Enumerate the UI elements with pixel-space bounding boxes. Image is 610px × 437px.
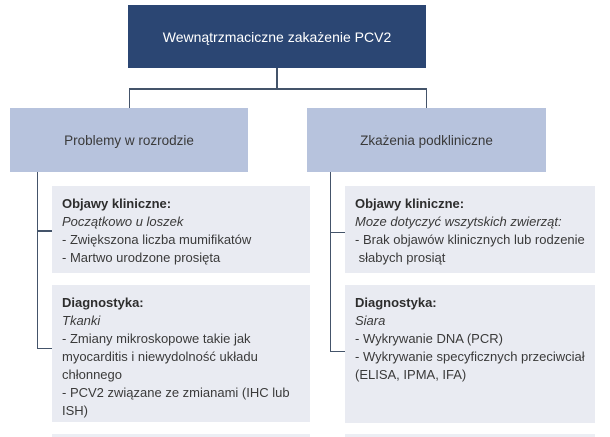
detail-line: chłonnego (62, 367, 122, 382)
detail-line: ISH) (62, 403, 88, 418)
connector-branch-right-drop (426, 88, 428, 108)
connector-right-stub-2 (330, 351, 345, 353)
detail-heading: Diagnostyka: (62, 295, 144, 310)
detail-heading: Objawy kliniczne: (62, 196, 172, 211)
connector-left-stub-2 (37, 348, 52, 350)
detail-line: - PCV2 związane ze zmianami (IHC lub (62, 385, 290, 400)
detail-subtitle: Moze dotyczyć wszytskich zwierząt: (355, 214, 562, 229)
connector-left-stub-1 (37, 230, 52, 232)
detail-box-left-diagnostyka (52, 285, 310, 422)
detail-box-right-objawy-kliniczne (345, 186, 595, 273)
detail-line: - Zmiany mikroskopowe takie jak (62, 331, 251, 346)
detail-subtitle: Początkowo u loszek (62, 214, 184, 229)
detail-line: - Martwo urodzone prosięta (62, 250, 221, 265)
connector-left-hang (37, 172, 39, 349)
detail-box-left-objawy-kliniczne (52, 186, 310, 273)
branch-label: Zkażenia podkliniczne (360, 132, 493, 148)
root-node (128, 5, 426, 68)
connector-root-stem (276, 68, 278, 89)
branch-node-zkazenia-podkliniczne (307, 108, 546, 172)
detail-heading: Diagnostyka: (355, 295, 437, 310)
connector-root-crossbar (129, 88, 428, 90)
root-node-label: Wewnątrzmaciczne zakażenie PCV2 (162, 28, 392, 45)
detail-line: - Wykrywanie DNA (PCR) (355, 331, 503, 346)
detail-heading: Objawy kliniczne: (355, 196, 465, 211)
detail-line: - Wykrywanie specyficznych przeciwciał (355, 349, 585, 364)
detail-subtitle: Siara (355, 313, 386, 328)
detail-line: - Brak objawów klinicznych lub rodzenie (355, 232, 585, 247)
detail-box-right-diagnostyka (345, 285, 595, 423)
branch-node-problemy-w-rozrodzie (10, 108, 248, 172)
connector-right-hang (330, 172, 332, 352)
detail-subtitle: Tkanki (62, 313, 101, 328)
connector-right-stub-1 (330, 232, 345, 234)
detail-line: (ELISA, IPMA, IFA) (355, 367, 467, 382)
connector-branch-left-drop (129, 88, 131, 108)
detail-line: - Zwiększona liczba mumifikatów (62, 232, 252, 247)
detail-line: myocarditis i niewydolność układu (62, 349, 258, 364)
detail-line: słabych prosiąt (355, 250, 446, 265)
branch-label: Problemy w rozrodzie (64, 132, 194, 148)
